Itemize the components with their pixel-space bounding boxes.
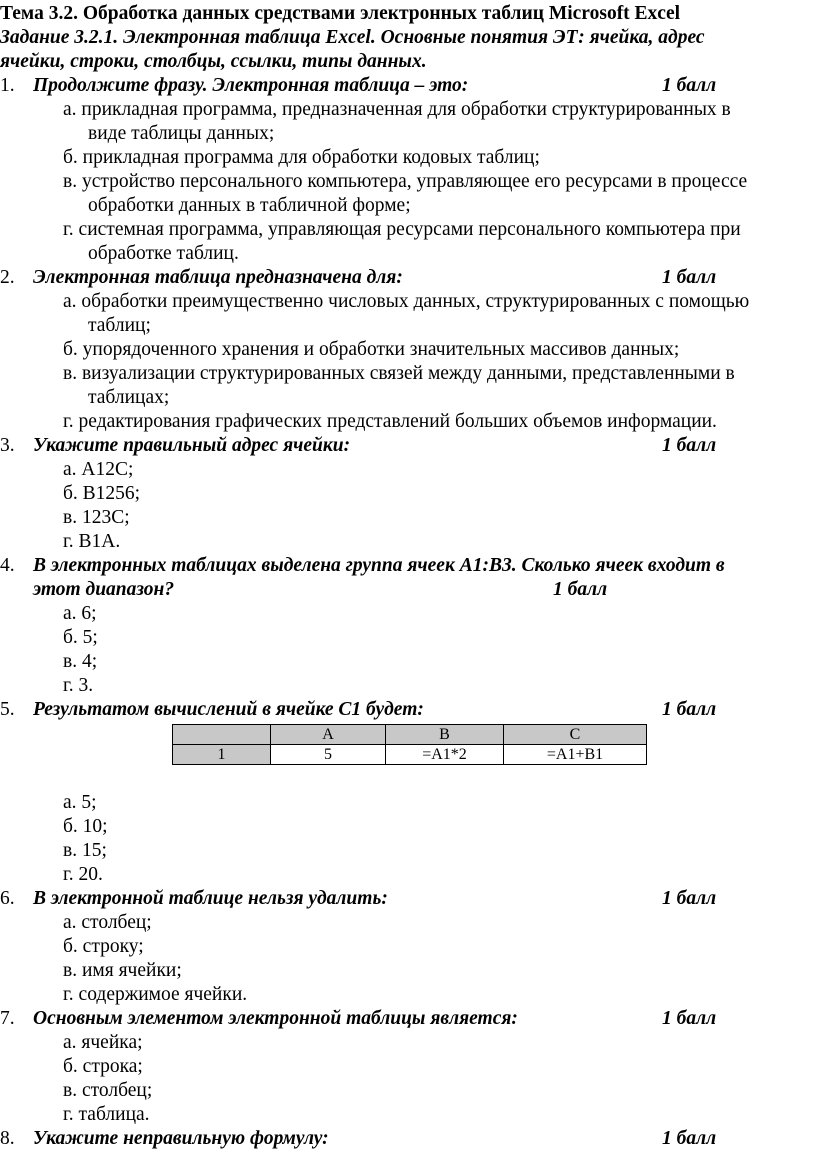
question-number: 2.: [0, 267, 15, 288]
question-6: [0, 887, 816, 1007]
question-points: 1 балл: [662, 1128, 717, 1149]
answer-option-continuation: обработки данных в табличной форме;: [88, 195, 411, 216]
answer-option: в. 15;: [63, 840, 107, 861]
answer-option: а. обработки преимущественно числовых данных, структурированных с помощью: [63, 291, 750, 312]
question-text-line2: этот диапазон?: [33, 579, 175, 600]
answer-option: г. B1A.: [63, 531, 121, 552]
column-header-b: B: [386, 725, 504, 745]
answer-option: а. 6;: [63, 603, 97, 624]
cell-c1: =A1+B1: [504, 745, 647, 765]
question-number: 5.: [0, 699, 15, 720]
question-1: [0, 74, 816, 266]
question-points: 1 балл: [662, 699, 717, 720]
table-header-row: [173, 725, 647, 745]
question-5: [0, 698, 816, 887]
answer-option: г. системная программа, управляющая ресурсами персонального компьютера при: [63, 219, 741, 240]
question-number: 1.: [0, 75, 15, 96]
answer-option: а. A12C;: [63, 459, 134, 480]
answer-option: а. 5;: [63, 792, 97, 813]
question-8: [0, 1127, 816, 1151]
answer-option: б. строка;: [63, 1056, 143, 1077]
question-text: Продолжите фразу. Электронная таблица – это:: [33, 75, 469, 96]
answer-option: в. 4;: [63, 651, 98, 672]
row-header-1: 1: [173, 745, 271, 765]
question-points: 1 балл: [662, 75, 717, 96]
answer-option: б. B1256;: [63, 483, 141, 504]
question-4: [0, 554, 816, 698]
spreadsheet-table: [172, 724, 647, 765]
answer-option-continuation: обработке таблиц.: [88, 243, 239, 264]
question-points: 1 балл: [662, 435, 717, 456]
cell-b1: =A1*2: [386, 745, 504, 765]
question-text-line1: В электронных таблицах выделена группа ячеек А1:В3. Сколько ячеек входит в: [33, 555, 725, 576]
answer-option: г. содержимое ячейки.: [63, 984, 248, 1005]
column-header-a: A: [271, 725, 386, 745]
question-text: Укажите правильный адрес ячейки:: [33, 435, 351, 456]
question-2: [0, 266, 816, 434]
question-text: Электронная таблица предназначена для:: [33, 267, 403, 288]
question-3: [0, 434, 816, 554]
answer-option: г. редактирования графических представлений больших объемов информации.: [63, 411, 717, 432]
table-row: [173, 745, 647, 765]
question-text: Укажите неправильную формулу:: [33, 1128, 329, 1149]
answer-option: б. прикладная программа для обработки кодовых таблиц;: [63, 147, 540, 168]
question-number: 8.: [0, 1128, 15, 1149]
question-points: 1 балл: [662, 1008, 717, 1029]
cell-a1: 5: [271, 745, 386, 765]
answer-option: б. строку;: [63, 936, 144, 957]
answer-option: б. 10;: [63, 816, 108, 837]
answer-option-continuation: виде таблицы данных;: [88, 123, 275, 144]
question-text: В электронной таблице нельзя удалить:: [33, 888, 388, 909]
answer-option: в. 123C;: [63, 507, 130, 528]
answer-option: б. упорядоченного хранения и обработки значительных массивов данных;: [63, 339, 680, 360]
answer-option: г. 20.: [63, 864, 103, 885]
task-subtitle-line1: Задание 3.2.1. Электронная таблица Excel. Основные понятия ЭТ: ячейка, адрес: [0, 27, 705, 48]
question-points: 1 балл: [662, 267, 717, 288]
page-title: Тема 3.2. Обработка данных средствами электронных таблиц Microsoft Excel: [0, 3, 681, 24]
question-number: 3.: [0, 435, 15, 456]
answer-option-continuation: таблицах;: [88, 387, 170, 408]
answer-option: г. 3.: [63, 675, 94, 696]
question-text: Результатом вычислений в ячейке С1 будет:: [33, 699, 424, 720]
column-header-c: C: [504, 725, 647, 745]
question-text: Основным элементом электронной таблицы является:: [33, 1008, 518, 1029]
answer-option: г. таблица.: [63, 1104, 150, 1125]
answer-option: а. столбец;: [63, 912, 152, 933]
answer-option: в. визуализации структурированных связей между данными, представленными в: [63, 363, 735, 384]
question-7: [0, 1007, 816, 1127]
question-number: 6.: [0, 888, 15, 909]
question-number: 7.: [0, 1008, 15, 1029]
answer-option: б. 5;: [63, 627, 98, 648]
question-points: 1 балл: [662, 888, 717, 909]
answer-option: а. прикладная программа, предназначенная для обработки структурированных в: [63, 99, 731, 120]
answer-option-continuation: таблиц;: [88, 315, 151, 336]
task-subtitle-line2: ячейки, строки, столбцы, ссылки, типы данных.: [0, 51, 427, 72]
answer-option: в. устройство персонального компьютера, управляющее его ресурсами в процессе: [63, 171, 748, 192]
answer-option: а. ячейка;: [63, 1032, 143, 1053]
answer-option: в. имя ячейки;: [63, 960, 182, 981]
question-number: 4.: [0, 555, 15, 576]
question-points: 1 балл: [553, 579, 608, 600]
answer-option: в. столбец;: [63, 1080, 153, 1101]
table-cell: [173, 725, 271, 745]
